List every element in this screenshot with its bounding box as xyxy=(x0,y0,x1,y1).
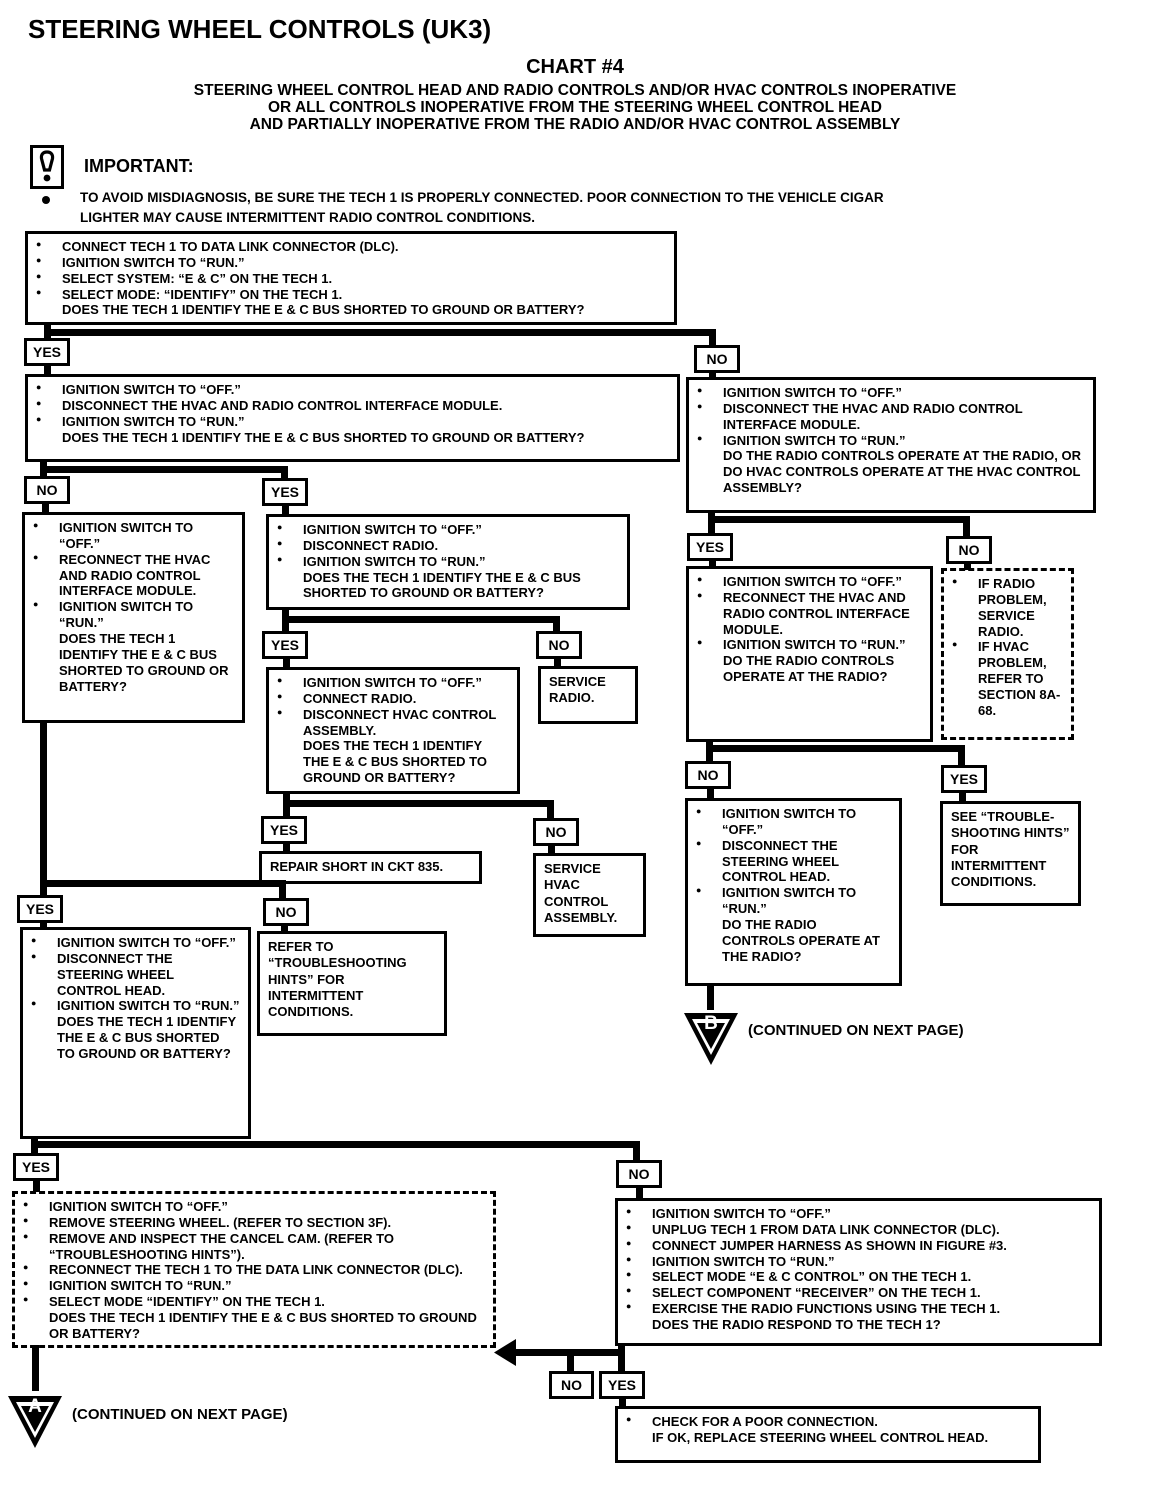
decision-label-no: NO xyxy=(616,1160,662,1188)
bullet-item xyxy=(626,1238,1091,1254)
bullet-icon: ● xyxy=(23,1294,29,1305)
bullet-text: IGNITION SWITCH TO “RUN.” xyxy=(62,254,245,270)
bullet-text: IGNITION SWITCH TO “OFF.” xyxy=(62,382,241,397)
important-label: IMPORTANT: xyxy=(84,156,194,176)
bullet-item xyxy=(952,639,1063,718)
continued-note: (CONTINUED ON NEXT PAGE) xyxy=(72,1406,288,1423)
bullet-text: UNPLUG TECH 1 FROM DATA LINK CONNECTOR (DLC). xyxy=(652,1221,1000,1237)
bullet-icon: ● xyxy=(697,574,703,584)
bullet-icon: ● xyxy=(696,885,702,896)
bullet-text: IGNITION SWITCH TO “RUN.” xyxy=(49,1278,232,1294)
bullet-icon: ● xyxy=(697,385,703,395)
flow-box-disconnect-module-tech xyxy=(25,374,680,462)
question-text: DOES THE TECH 1 IDENTIFY THE E & C BUS SHORTED TO GROUND OR BATTERY? xyxy=(57,1014,236,1062)
bullet-item xyxy=(31,998,240,1014)
terminal-text: SERVICE RADIO. xyxy=(549,674,606,706)
bullet-text: IF HVAC PROBLEM, REFER TO SECTION 8A-68. xyxy=(978,639,1061,718)
question-text: DOES THE TECH 1 IDENTIFY THE E & C BUS SHORTED TO GROUND OR BATTERY? xyxy=(49,1310,477,1341)
bullet-icon: ● xyxy=(31,998,37,1009)
bullet-text: DISCONNECT THE STEERING WHEEL CONTROL HEAD. xyxy=(57,950,174,998)
bullet-icon: ● xyxy=(697,432,703,443)
bullet-text: CONNECT RADIO. xyxy=(303,690,417,706)
bullet-text: RECONNECT THE TECH 1 TO THE DATA LINK CONNECTOR (DLC). xyxy=(49,1262,463,1278)
bullet-icon: ● xyxy=(36,286,42,297)
bullet-item xyxy=(277,522,619,538)
bullet-text: SELECT MODE: “IDENTIFY” ON THE TECH 1. xyxy=(62,286,343,302)
bullet-item xyxy=(33,520,234,552)
connector-line xyxy=(40,466,288,473)
bullet-text: DISCONNECT THE HVAC AND RADIO CONTROL INTERFACE MODULE. xyxy=(62,397,503,413)
decision-label-yes: YES xyxy=(17,895,63,923)
connector-line xyxy=(706,745,965,752)
question-text: DOES THE TECH 1 IDENTIFY THE E & C BUS SHORTED TO GROUND OR BATTERY? xyxy=(303,738,487,786)
bullet-text: IF RADIO PROBLEM, SERVICE RADIO. xyxy=(978,576,1047,639)
bullet-icon: ● xyxy=(696,837,702,848)
bullet-item xyxy=(626,1222,1091,1238)
bullet-item xyxy=(36,287,666,303)
bullet-text: SELECT COMPONENT “RECEIVER” ON THE TECH 1. xyxy=(652,1285,981,1301)
bullet-item xyxy=(626,1269,1091,1285)
flow-box-see-hints xyxy=(940,801,1081,906)
bullet-item xyxy=(626,1285,1091,1301)
bullet-icon: ● xyxy=(277,522,283,532)
decision-label-no: NO xyxy=(263,898,309,926)
bullet-item xyxy=(697,590,922,638)
chart-subtitle-line-3: AND PARTIALLY INOPERATIVE FROM THE RADIO AND/OR HVAC CONTROL ASSEMBLY xyxy=(249,116,901,133)
bullet-text: IGNITION SWITCH TO “OFF.” xyxy=(59,520,194,551)
bullet-icon: ● xyxy=(31,950,37,961)
bullet-item xyxy=(36,239,666,255)
bullet-icon: ● xyxy=(23,1262,29,1273)
bullet-item xyxy=(23,1262,485,1278)
bullet-item xyxy=(697,433,1085,449)
page-title: STEERING WHEEL CONTROLS (UK3) xyxy=(28,14,492,44)
connector-line xyxy=(636,1187,643,1199)
connector-line xyxy=(282,616,560,623)
connector-line xyxy=(959,792,966,802)
decision-label-no: NO xyxy=(685,761,731,789)
bullet-item xyxy=(697,637,922,653)
bullet-icon: ● xyxy=(33,551,39,562)
bullet-icon: ● xyxy=(626,1301,632,1312)
bullet-text: IGNITION SWITCH TO “RUN.” xyxy=(303,553,486,569)
connector-line xyxy=(282,505,289,515)
bullet-icon: ● xyxy=(626,1285,632,1296)
flow-box-reconnect-module-radio xyxy=(686,566,933,742)
bullet-text: SELECT MODE “E & C CONTROL” ON THE TECH 1. xyxy=(652,1269,972,1285)
offpage-connector-a xyxy=(6,1389,64,1451)
question-text: DOES THE RADIO RESPOND TO THE TECH 1? xyxy=(652,1317,941,1333)
bullet-icon: ● xyxy=(23,1214,29,1225)
bullet-icon: ● xyxy=(36,270,42,281)
bullet-item xyxy=(626,1414,1030,1430)
terminal-text: REFER TO “TROUBLESHOOTING HINTS” FOR INTERMITTENT CONDITIONS. xyxy=(268,939,407,1019)
question-text: DOES THE TECH 1 IDENTIFY THE E & C BUS SHORTED TO GROUND OR BATTERY? xyxy=(62,429,585,445)
connector-line xyxy=(32,1345,39,1391)
flow-box-start xyxy=(25,231,677,325)
bullet-item xyxy=(23,1231,485,1263)
note-bullet-icon xyxy=(42,196,50,204)
bullet-icon: ● xyxy=(626,1269,632,1280)
connector-line xyxy=(44,329,716,336)
decision-label-yes: YES xyxy=(24,338,70,366)
bullet-item xyxy=(626,1301,1091,1317)
flow-box-check-connection xyxy=(615,1406,1041,1463)
connector-line xyxy=(958,745,965,766)
decision-label-yes: YES xyxy=(687,533,733,561)
decision-label-yes: YES xyxy=(262,631,308,659)
connector-line xyxy=(964,563,971,570)
bullet-item xyxy=(23,1278,485,1294)
bullet-icon: ● xyxy=(277,675,283,685)
bullet-icon: ● xyxy=(33,520,39,530)
important-note: TO AVOID MISDIAGNOSIS, BE SURE THE TECH 1 IS PROPERLY CONNECTED. POOR CONNECTION TO THE VEHICLE CIGAR LIGHTER MAY CAUSE INTERMITTENT RADIO CONTROL CONDITIONS. xyxy=(80,190,884,226)
bullet-icon: ● xyxy=(23,1230,29,1241)
connector-line xyxy=(963,516,970,537)
bullet-text: DISCONNECT HVAC CONTROL ASSEMBLY. xyxy=(303,706,497,738)
connector-line xyxy=(567,1349,574,1372)
decision-label-yes: YES xyxy=(261,816,307,844)
bullet-text: IGNITION SWITCH TO “OFF.” xyxy=(723,385,902,400)
connector-line xyxy=(548,845,555,854)
bullet-item xyxy=(23,1199,485,1215)
bullet-item xyxy=(697,385,1085,401)
bullet-item xyxy=(626,1206,1091,1222)
decision-label-no: NO xyxy=(946,536,992,564)
bullet-text: IGNITION SWITCH TO “RUN.” xyxy=(59,599,194,631)
bullet-item xyxy=(277,707,509,739)
bullet-item xyxy=(33,552,234,600)
connector-line xyxy=(281,925,288,933)
bullet-item xyxy=(277,538,619,554)
decision-label-no: NO xyxy=(694,345,740,373)
connector-line xyxy=(283,843,290,852)
bullet-icon: ● xyxy=(626,1221,632,1232)
flow-box-service-radio xyxy=(538,666,638,724)
decision-label-yes: YES xyxy=(599,1371,645,1399)
connector-line xyxy=(33,1180,40,1192)
chart-subtitle-line-1: STEERING WHEEL CONTROL HEAD AND RADIO CONTROLS AND/OR HVAC CONTROLS INOPERATIVE xyxy=(193,82,957,99)
chart-title: CHART #4 xyxy=(526,56,624,78)
question-text: DO THE RADIO CONTROLS OPERATE AT THE RADIO? xyxy=(722,917,880,964)
bullet-text: IGNITION SWITCH TO “OFF.” xyxy=(723,574,902,589)
bullet-icon: ● xyxy=(23,1278,29,1289)
bullet-icon: ● xyxy=(36,382,42,392)
arrow-left-icon xyxy=(494,1339,516,1366)
decision-label-no: NO xyxy=(24,476,70,504)
connector-line xyxy=(31,1141,640,1148)
terminal-text: SERVICE HVAC CONTROL ASSEMBLY. xyxy=(544,861,618,925)
bullet-text: DISCONNECT RADIO. xyxy=(303,537,439,553)
question-text: DOES THE TECH 1 IDENTIFY THE E & C BUS SHORTED TO GROUND OR BATTERY? xyxy=(59,631,229,694)
connector-line xyxy=(708,511,715,535)
connector-line xyxy=(44,366,51,375)
bullet-item xyxy=(36,398,669,414)
flow-box-remove-wheel xyxy=(12,1191,496,1348)
bullet-icon: ● xyxy=(36,239,42,249)
bullet-icon: ● xyxy=(277,553,283,564)
bullet-icon: ● xyxy=(626,1253,632,1264)
bullet-text: IGNITION SWITCH TO “RUN.” xyxy=(652,1253,835,1269)
bullet-item xyxy=(277,554,619,570)
bullet-icon: ● xyxy=(697,589,703,600)
connector-line xyxy=(279,880,286,899)
decision-label-no: NO xyxy=(536,631,582,659)
terminal-text: SEE “TROUBLE-SHOOTING HINTS” FOR INTERMITTENT CONDITIONS. xyxy=(951,809,1070,889)
bullet-item xyxy=(277,691,509,707)
bullet-icon: ● xyxy=(23,1199,29,1209)
connector-line xyxy=(708,516,970,523)
bullet-item xyxy=(36,414,669,430)
connector-line xyxy=(633,1141,640,1161)
question-text: DO THE RADIO CONTROLS OPERATE AT THE RADIO? xyxy=(723,653,895,685)
flow-box-disconnect-module-radio xyxy=(686,377,1096,513)
connector-line xyxy=(554,658,561,667)
connector-line xyxy=(709,372,716,379)
connector-line xyxy=(40,922,47,929)
bullet-text: EXERCISE THE RADIO FUNCTIONS USING THE TECH 1. xyxy=(652,1301,1001,1317)
flow-box-repair-short xyxy=(259,851,482,884)
connector-line xyxy=(553,616,560,632)
bullet-icon: ● xyxy=(952,576,958,586)
bullet-text: SELECT SYSTEM: “E & C” ON THE TECH 1. xyxy=(62,270,333,286)
bullet-icon: ● xyxy=(36,397,42,408)
bullet-item xyxy=(31,935,240,951)
bullet-item xyxy=(696,806,891,838)
bullet-item xyxy=(36,382,669,398)
bullet-text: DISCONNECT THE STEERING WHEEL CONTROL HEAD. xyxy=(722,837,839,885)
connector-line xyxy=(709,560,716,568)
terminal-text: REPAIR SHORT IN CKT 835. xyxy=(270,859,444,874)
chart-subtitle-line-2: OR ALL CONTROLS INOPERATIVE FROM THE STEERING WHEEL CONTROL HEAD xyxy=(268,99,882,116)
bullet-text: REMOVE STEERING WHEEL. (REFER TO SECTION 3F). xyxy=(49,1214,392,1230)
bullet-icon: ● xyxy=(626,1206,632,1216)
bullet-item xyxy=(33,599,234,631)
connector-letter: B xyxy=(704,1013,718,1034)
bullet-text: IGNITION SWITCH TO “OFF.” xyxy=(49,1199,228,1214)
bullet-text: CONNECT JUMPER HARNESS AS SHOWN IN FIGURE #3. xyxy=(652,1237,1007,1253)
bullet-item xyxy=(697,401,1085,433)
bullet-icon: ● xyxy=(277,690,283,701)
bullet-icon: ● xyxy=(31,935,37,945)
bullet-icon: ● xyxy=(277,537,283,548)
bullet-icon: ● xyxy=(697,637,703,648)
bullet-icon: ● xyxy=(697,400,703,411)
bullet-icon: ● xyxy=(33,599,39,610)
flow-box-jumper-harness xyxy=(615,1198,1102,1346)
bullet-icon: ● xyxy=(277,706,283,717)
bullet-icon: ● xyxy=(626,1237,632,1248)
bullet-text: IGNITION SWITCH TO “RUN.” xyxy=(62,413,245,429)
important-exclamation-icon xyxy=(30,145,64,189)
continued-note: (CONTINUED ON NEXT PAGE) xyxy=(748,1022,964,1039)
decision-label-no: NO xyxy=(549,1371,594,1399)
flow-box-refer-hints xyxy=(257,931,447,1036)
connector-letter: A xyxy=(28,1396,42,1417)
bullet-icon: ● xyxy=(36,413,42,424)
bullet-text: REMOVE AND INSPECT THE CANCEL CAM. (REFER TO “TROUBLESHOOTING HINTS”). xyxy=(49,1230,395,1262)
connector-line xyxy=(283,800,554,807)
decision-label-yes: YES xyxy=(262,478,308,506)
bullet-item xyxy=(697,574,922,590)
question-text: DOES THE TECH 1 IDENTIFY THE E & C BUS SHORTED TO GROUND OR BATTERY? xyxy=(303,569,581,601)
bullet-item xyxy=(36,271,666,287)
bullet-text: RECONNECT THE HVAC AND RADIO CONTROL INTERFACE MODULE. xyxy=(59,551,211,599)
connector-line xyxy=(707,788,714,799)
bullet-text: IGNITION SWITCH TO “OFF.” xyxy=(652,1206,831,1221)
bullet-icon: ● xyxy=(36,254,42,265)
bullet-item xyxy=(23,1215,485,1231)
bullet-text: CONNECT TECH 1 TO DATA LINK CONNECTOR (DLC). xyxy=(62,239,399,254)
bullet-item xyxy=(696,885,891,917)
bullet-text: SELECT MODE “IDENTIFY” ON THE TECH 1. xyxy=(49,1294,325,1310)
flow-box-disconnect-head-radio xyxy=(685,798,902,986)
bullet-text: IGNITION SWITCH TO “RUN.” xyxy=(722,885,857,917)
bullet-item xyxy=(626,1254,1091,1270)
bullet-text: RECONNECT THE HVAC AND RADIO CONTROL INTERFACE MODULE. xyxy=(723,589,910,637)
bullet-text: IGNITION SWITCH TO “OFF.” xyxy=(722,806,857,837)
bullet-item xyxy=(277,675,509,691)
connector-line xyxy=(40,880,286,887)
bullet-text: IGNITION SWITCH TO “RUN.” xyxy=(57,998,240,1014)
decision-label-yes: YES xyxy=(13,1153,59,1181)
bullet-item xyxy=(23,1294,485,1310)
bullet-text: IGNITION SWITCH TO “OFF.” xyxy=(303,675,482,690)
bullet-icon: ● xyxy=(952,639,958,650)
bullet-item xyxy=(696,838,891,886)
bullet-text: IGNITION SWITCH TO “RUN.” xyxy=(723,637,906,653)
bullet-item xyxy=(31,951,240,999)
flow-box-disconnect-head-tech xyxy=(20,927,251,1139)
bullet-text: IGNITION SWITCH TO “OFF.” xyxy=(57,935,236,950)
decision-label-yes: YES xyxy=(941,765,987,793)
bullet-item xyxy=(36,255,666,271)
flow-box-service-hvac xyxy=(533,853,646,937)
flow-box-reconnect-module-tech xyxy=(22,512,245,723)
bullet-icon: ● xyxy=(626,1414,632,1424)
bullet-text: IGNITION SWITCH TO “RUN.” xyxy=(723,432,906,448)
flow-box-disconnect-radio xyxy=(266,514,630,610)
decision-label-no: NO xyxy=(533,818,579,846)
bullet-text: DISCONNECT THE HVAC AND RADIO CONTROL INTERFACE MODULE. xyxy=(723,400,1023,432)
question-text: IF OK, REPLACE STEERING WHEEL CONTROL HEAD. xyxy=(652,1429,989,1445)
bullet-text: CHECK FOR A POOR CONNECTION. xyxy=(652,1414,878,1429)
connector-line xyxy=(42,503,49,513)
question-text: DOES THE TECH 1 IDENTIFY THE E & C BUS SHORTED TO GROUND OR BATTERY? xyxy=(62,302,585,318)
connector-line xyxy=(283,658,290,668)
question-text: DO THE RADIO CONTROLS OPERATE AT THE RADIO, OR DO HVAC CONTROLS OPERATE AT THE HVAC CONTROL ASSEMBLY? xyxy=(723,448,1081,496)
connector-line xyxy=(547,800,554,819)
bullet-icon: ● xyxy=(696,806,702,816)
connector-line xyxy=(40,722,47,896)
connector-line xyxy=(619,1398,626,1408)
flow-box-connect-radio xyxy=(266,667,520,794)
bullet-item xyxy=(952,576,1063,639)
flow-box-radio-or-hvac-problem xyxy=(941,568,1074,740)
offpage-connector-b xyxy=(682,1006,740,1068)
bullet-text: IGNITION SWITCH TO “OFF.” xyxy=(303,522,482,537)
